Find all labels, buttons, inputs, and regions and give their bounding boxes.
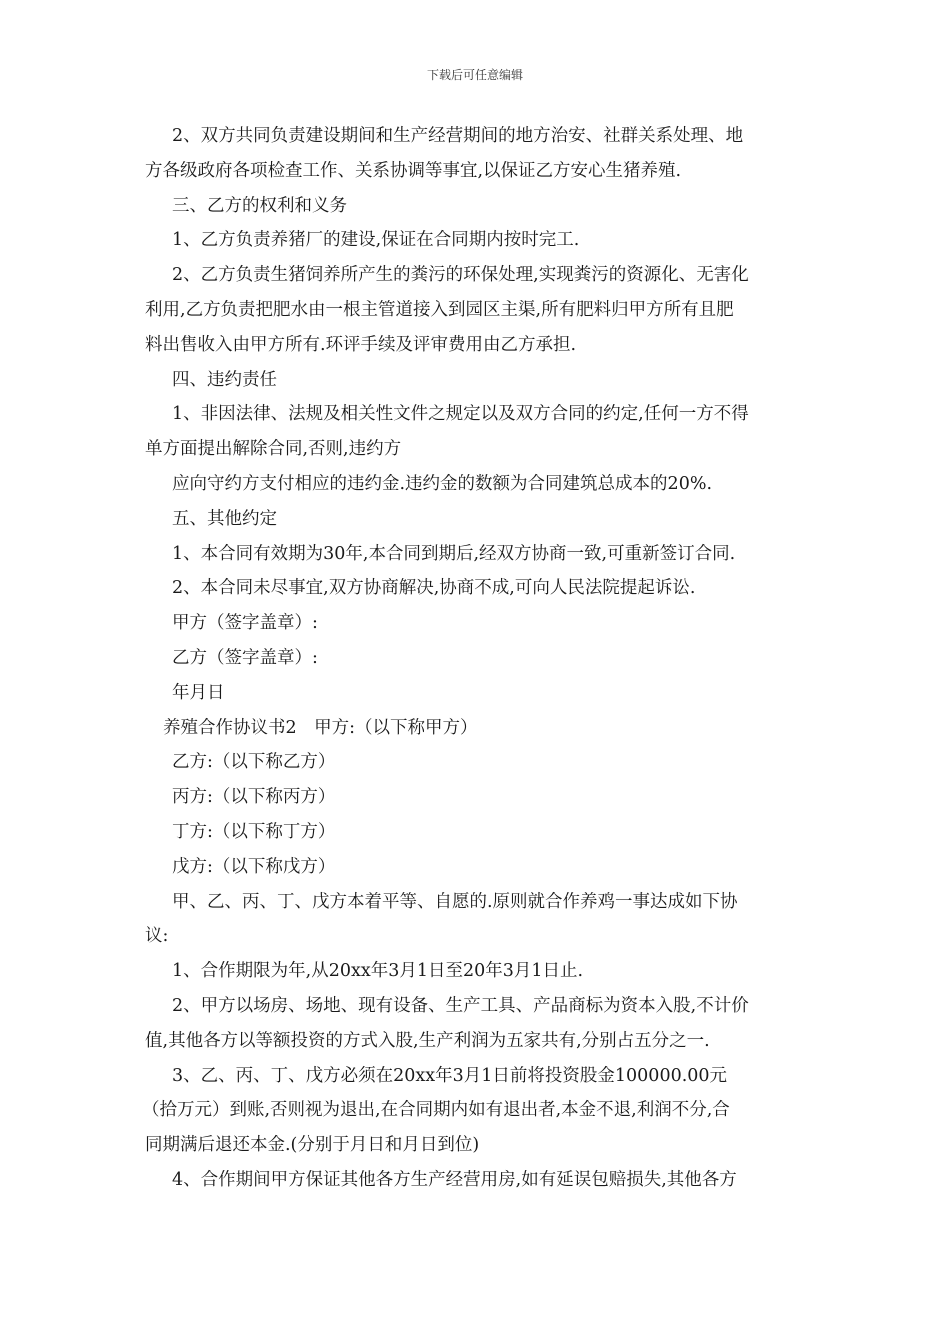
page-header: 下载后可任意编辑 bbox=[426, 68, 523, 82]
section-heading: 三、乙方的权利和义务 bbox=[172, 195, 347, 216]
paragraph-line: 1、合作期限为年,从20xx年3月1日至20年3月1日止. bbox=[172, 961, 584, 982]
signature-line-party-a: 甲方（签字盖章）: bbox=[172, 613, 318, 634]
paragraph-line: 4、合作期间甲方保证其他各方生产经营用房,如有延误包赔损失,其他各方 bbox=[172, 1169, 737, 1190]
date-line: 年月日 bbox=[172, 682, 225, 703]
section-heading: 五、其他约定 bbox=[172, 508, 277, 529]
paragraph-line: 1、乙方负责养猪厂的建设,保证在合同期内按时完工. bbox=[172, 230, 580, 251]
party-line: 丙方:（以下称丙方） bbox=[172, 787, 336, 808]
paragraph-line: 利用,乙方负责把肥水由一根主管道接入到园区主渠,所有肥料归甲方所有且肥 bbox=[145, 299, 734, 320]
paragraph-line: 2、双方共同负责建设期间和生产经营期间的地方治安、社群关系处理、地 bbox=[172, 126, 744, 146]
paragraph-line: 1、本合同有效期为30年,本合同到期后,经双方协商一致,可重新签订合同. bbox=[172, 543, 736, 564]
paragraph-line: 同期满后退还本金.(分别于月日和月日到位) bbox=[145, 1135, 480, 1156]
party-line: 丁方:（以下称丁方） bbox=[172, 821, 336, 842]
paragraph-line: 2、甲方以场房、场地、现有设备、生产工具、产品商标为资本入股,不计价 bbox=[172, 995, 749, 1016]
paragraph-line: 应向守约方支付相应的违约金.违约金的数额为合同建筑总成本的20%. bbox=[172, 473, 713, 494]
paragraph-line: 甲、乙、丙、丁、戊方本着平等、自愿的.原则就合作养鸡一事达成如下协 bbox=[172, 891, 738, 912]
paragraph-line: 单方面提出解除合同,否则,违约方 bbox=[145, 439, 402, 460]
paragraph-line: 1、非因法律、法规及相关性文件之规定以及双方合同的约定,任何一方不得 bbox=[172, 404, 749, 425]
paragraph-line: 值,其他各方以等额投资的方式入股,生产利润为五家共有,分别占五分之一. bbox=[145, 1030, 710, 1051]
paragraph-line: 2、本合同未尽事宜,双方协商解决,协商不成,可向人民法院提起诉讼. bbox=[172, 578, 696, 599]
party-line: 戊方:（以下称戊方） bbox=[172, 856, 336, 877]
paragraph-line: 料出售收入由甲方所有.环评手续及评审费用由乙方承担. bbox=[145, 334, 577, 355]
paragraph-line: 方各级政府各项检查工作、关系协调等事宜,以保证乙方安心生猪养殖. bbox=[145, 160, 682, 181]
agreement-title-line: 养殖合作协议书2 甲方:（以下称甲方） bbox=[163, 717, 478, 738]
document-body bbox=[142, 119, 810, 1198]
section-heading: 四、违约责任 bbox=[172, 369, 277, 390]
paragraph-line: 议: bbox=[145, 926, 169, 947]
paragraph-line: 3、乙、丙、丁、戊方必须在20xx年3月1日前将投资股金100000.00元 bbox=[172, 1065, 728, 1086]
party-line: 乙方:（以下称乙方） bbox=[172, 752, 336, 773]
signature-line-party-b: 乙方（签字盖章）: bbox=[172, 647, 318, 668]
paragraph-line: 2、乙方负责生猪饲养所产生的粪污的环保处理,实现粪污的资源化、无害化 bbox=[172, 265, 749, 286]
paragraph-line: （拾万元）到账,否则视为退出,在合同期内如有退出者,本金不退,利润不分,合 bbox=[142, 1100, 730, 1121]
